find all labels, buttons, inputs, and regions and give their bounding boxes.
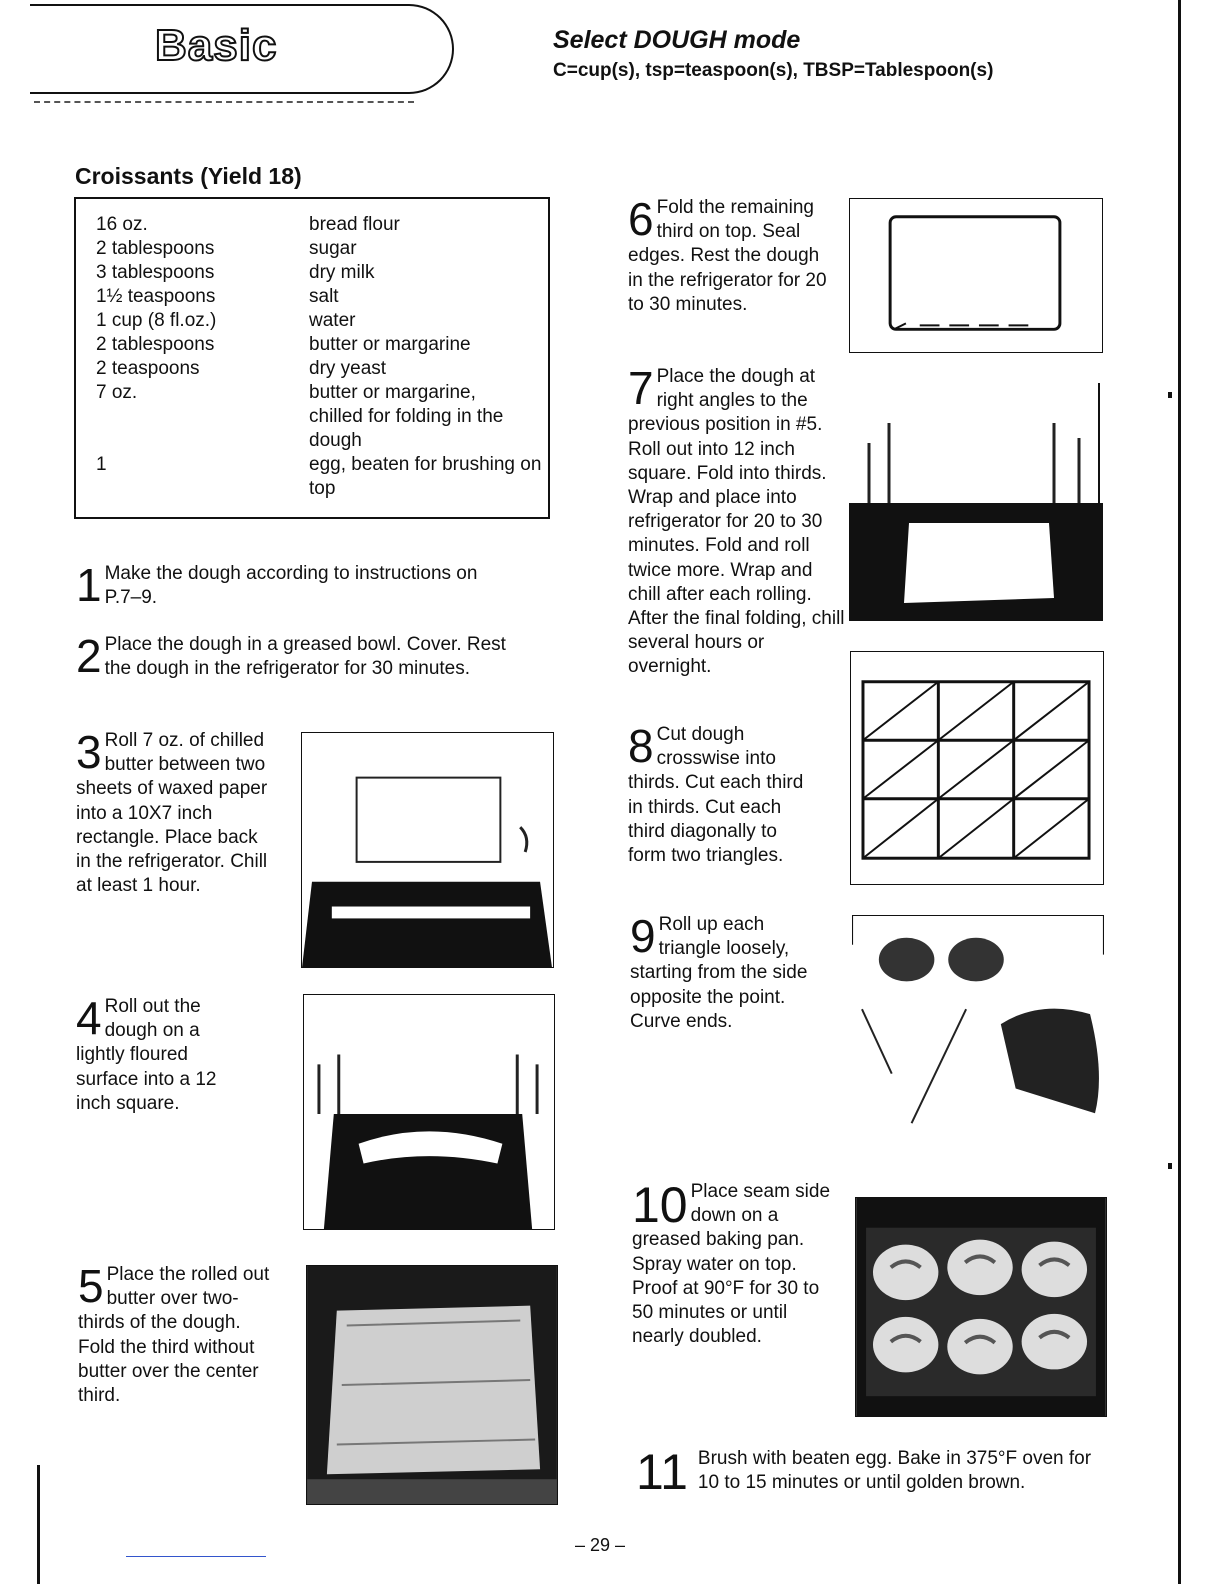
step-9 [630, 910, 830, 1034]
step-text: Place the rolled out butter over two-thirds of the dough. Fold the third without butter over the center third. [78, 1264, 270, 1407]
step-8 [628, 720, 813, 868]
header-rule [34, 101, 414, 103]
ingredient-name: dry milk [309, 262, 375, 283]
cutting-grid-drawing [851, 652, 1103, 884]
step-text: Roll up each triangle loosely, starting from the side opposite the point. Curve ends. [630, 914, 808, 1032]
ingredient-qty: 2 tablespoons [96, 238, 215, 259]
step-text: Roll 7 oz. of chilled butter between two sheets of waxed paper into a 10X7 inch rectangle. Place back in the refrigerator. Chill at least 1 hour. [76, 730, 268, 897]
ingredient-qty: 3 tablespoons [96, 262, 215, 283]
step-number: 1 [76, 559, 102, 611]
step-text: Roll out the dough on a lightly floured surface into a 12 inch square. [76, 996, 217, 1114]
ingredient-qty: 1½ teaspoons [96, 286, 216, 307]
photo-rolling-triangles [851, 914, 1105, 1150]
folded-dough-drawing [850, 199, 1102, 352]
photo-dough-right-angles [849, 383, 1103, 621]
step-number: 7 [628, 362, 654, 414]
photo-folding-butter [306, 1265, 558, 1505]
step-number: 11 [636, 1444, 688, 1500]
ingredient-name: egg, beaten for brushing on top [309, 454, 542, 499]
step-number: 3 [76, 726, 102, 778]
croissants-on-pan-illustration [856, 1198, 1106, 1416]
margin-mark [1168, 392, 1172, 398]
step-text: Fold the remaining third on top. Seal edges. Rest the dough in the refrigerator for 20 to 30 minutes. [628, 197, 827, 315]
ingredient-name: sugar [309, 238, 357, 259]
photo-rolling-dough [303, 994, 555, 1230]
ingredient-qty: 16 oz. [96, 214, 148, 235]
ingredient-qty: 2 teaspoons [96, 358, 200, 379]
binding-bar [37, 1465, 40, 1584]
dough-right-angles-illustration [849, 383, 1103, 621]
step-10 [632, 1177, 832, 1349]
step-text: Cut dough crosswise into thirds. Cut each third in thirds. Cut each third diagonally to form two triangles. [628, 724, 804, 867]
margin-mark [1168, 1163, 1172, 1169]
section-label: Basic [155, 21, 278, 70]
ingredient-name: butter or margarine [309, 334, 471, 355]
ingredient-name: dry yeast [309, 358, 387, 379]
step-1 [76, 559, 516, 611]
step-6 [628, 193, 828, 317]
step-number: 4 [76, 992, 102, 1044]
step-number: 9 [630, 910, 656, 962]
footer-rule [126, 1556, 266, 1557]
step-4 [76, 992, 251, 1116]
photo-butter-rectangle [301, 732, 554, 968]
step-number: 10 [632, 1177, 688, 1233]
step-2 [76, 630, 526, 682]
ingredient-name: bread flour [309, 214, 400, 235]
ingredient-qty: 7 oz. [96, 382, 138, 403]
butter-rectangle-illustration [302, 733, 553, 967]
ingredient-name: salt [309, 286, 339, 307]
ingredient-qty: 1 cup (8 fl.oz.) [96, 310, 217, 331]
ingredient-qty: 1 [96, 454, 107, 475]
step-text: Place the dough at right angles to the previous position in #5. Roll out into 12 inch square. Fold into thirds. Wrap and place into refrigerator for 20 to 30 minutes. Fold and roll twice more. Wrap and chill after each rolling. After the final folding, chill several hours or overnight. [628, 366, 845, 678]
step-text: Brush with beaten egg. Bake in 375°F oven for 10 to 15 minutes or until golden brown. [697, 1448, 1092, 1494]
step-number: 5 [78, 1260, 104, 1312]
step-11 [636, 1444, 1116, 1500]
ingredient-name: water [309, 310, 356, 331]
mode-title: Select DOUGH mode [553, 26, 801, 54]
folding-butter-illustration [307, 1266, 557, 1504]
step-text: Place seam side down on a greased baking pan. Spray water on top. Proof at 90°F for 30 to 50 minutes or until nearly doubled. [632, 1181, 831, 1348]
illustration-cutting-grid [850, 651, 1104, 885]
step-number: 6 [628, 193, 654, 245]
step-number: 8 [628, 720, 654, 772]
step-7 [628, 362, 846, 680]
page-number: – 29 – [575, 1535, 626, 1555]
ingredients-box [74, 197, 550, 519]
step-3 [76, 726, 276, 898]
rolling-triangles-illustration [852, 915, 1104, 1149]
photo-croissants-on-pan [855, 1197, 1107, 1417]
ingredient-name: butter or margarine, chilled for folding in the dough [309, 382, 504, 451]
illustration-folded-dough [849, 198, 1103, 353]
step-5 [78, 1260, 278, 1408]
step-text: Make the dough according to instructions on P.7–9. [104, 563, 478, 609]
recipe-title: Croissants (Yield 18) [75, 163, 302, 189]
abbreviations-legend: C=cup(s), tsp=teaspoon(s), TBSP=Tablespoon(s) [553, 60, 994, 81]
rolling-dough-illustration [304, 995, 554, 1229]
page-edge-bar [1178, 0, 1181, 1584]
ingredient-qty: 2 tablespoons [96, 334, 215, 355]
step-number: 2 [76, 630, 102, 682]
step-text: Place the dough in a greased bowl. Cover. Rest the dough in the refrigerator for 30 minutes. [104, 634, 506, 680]
